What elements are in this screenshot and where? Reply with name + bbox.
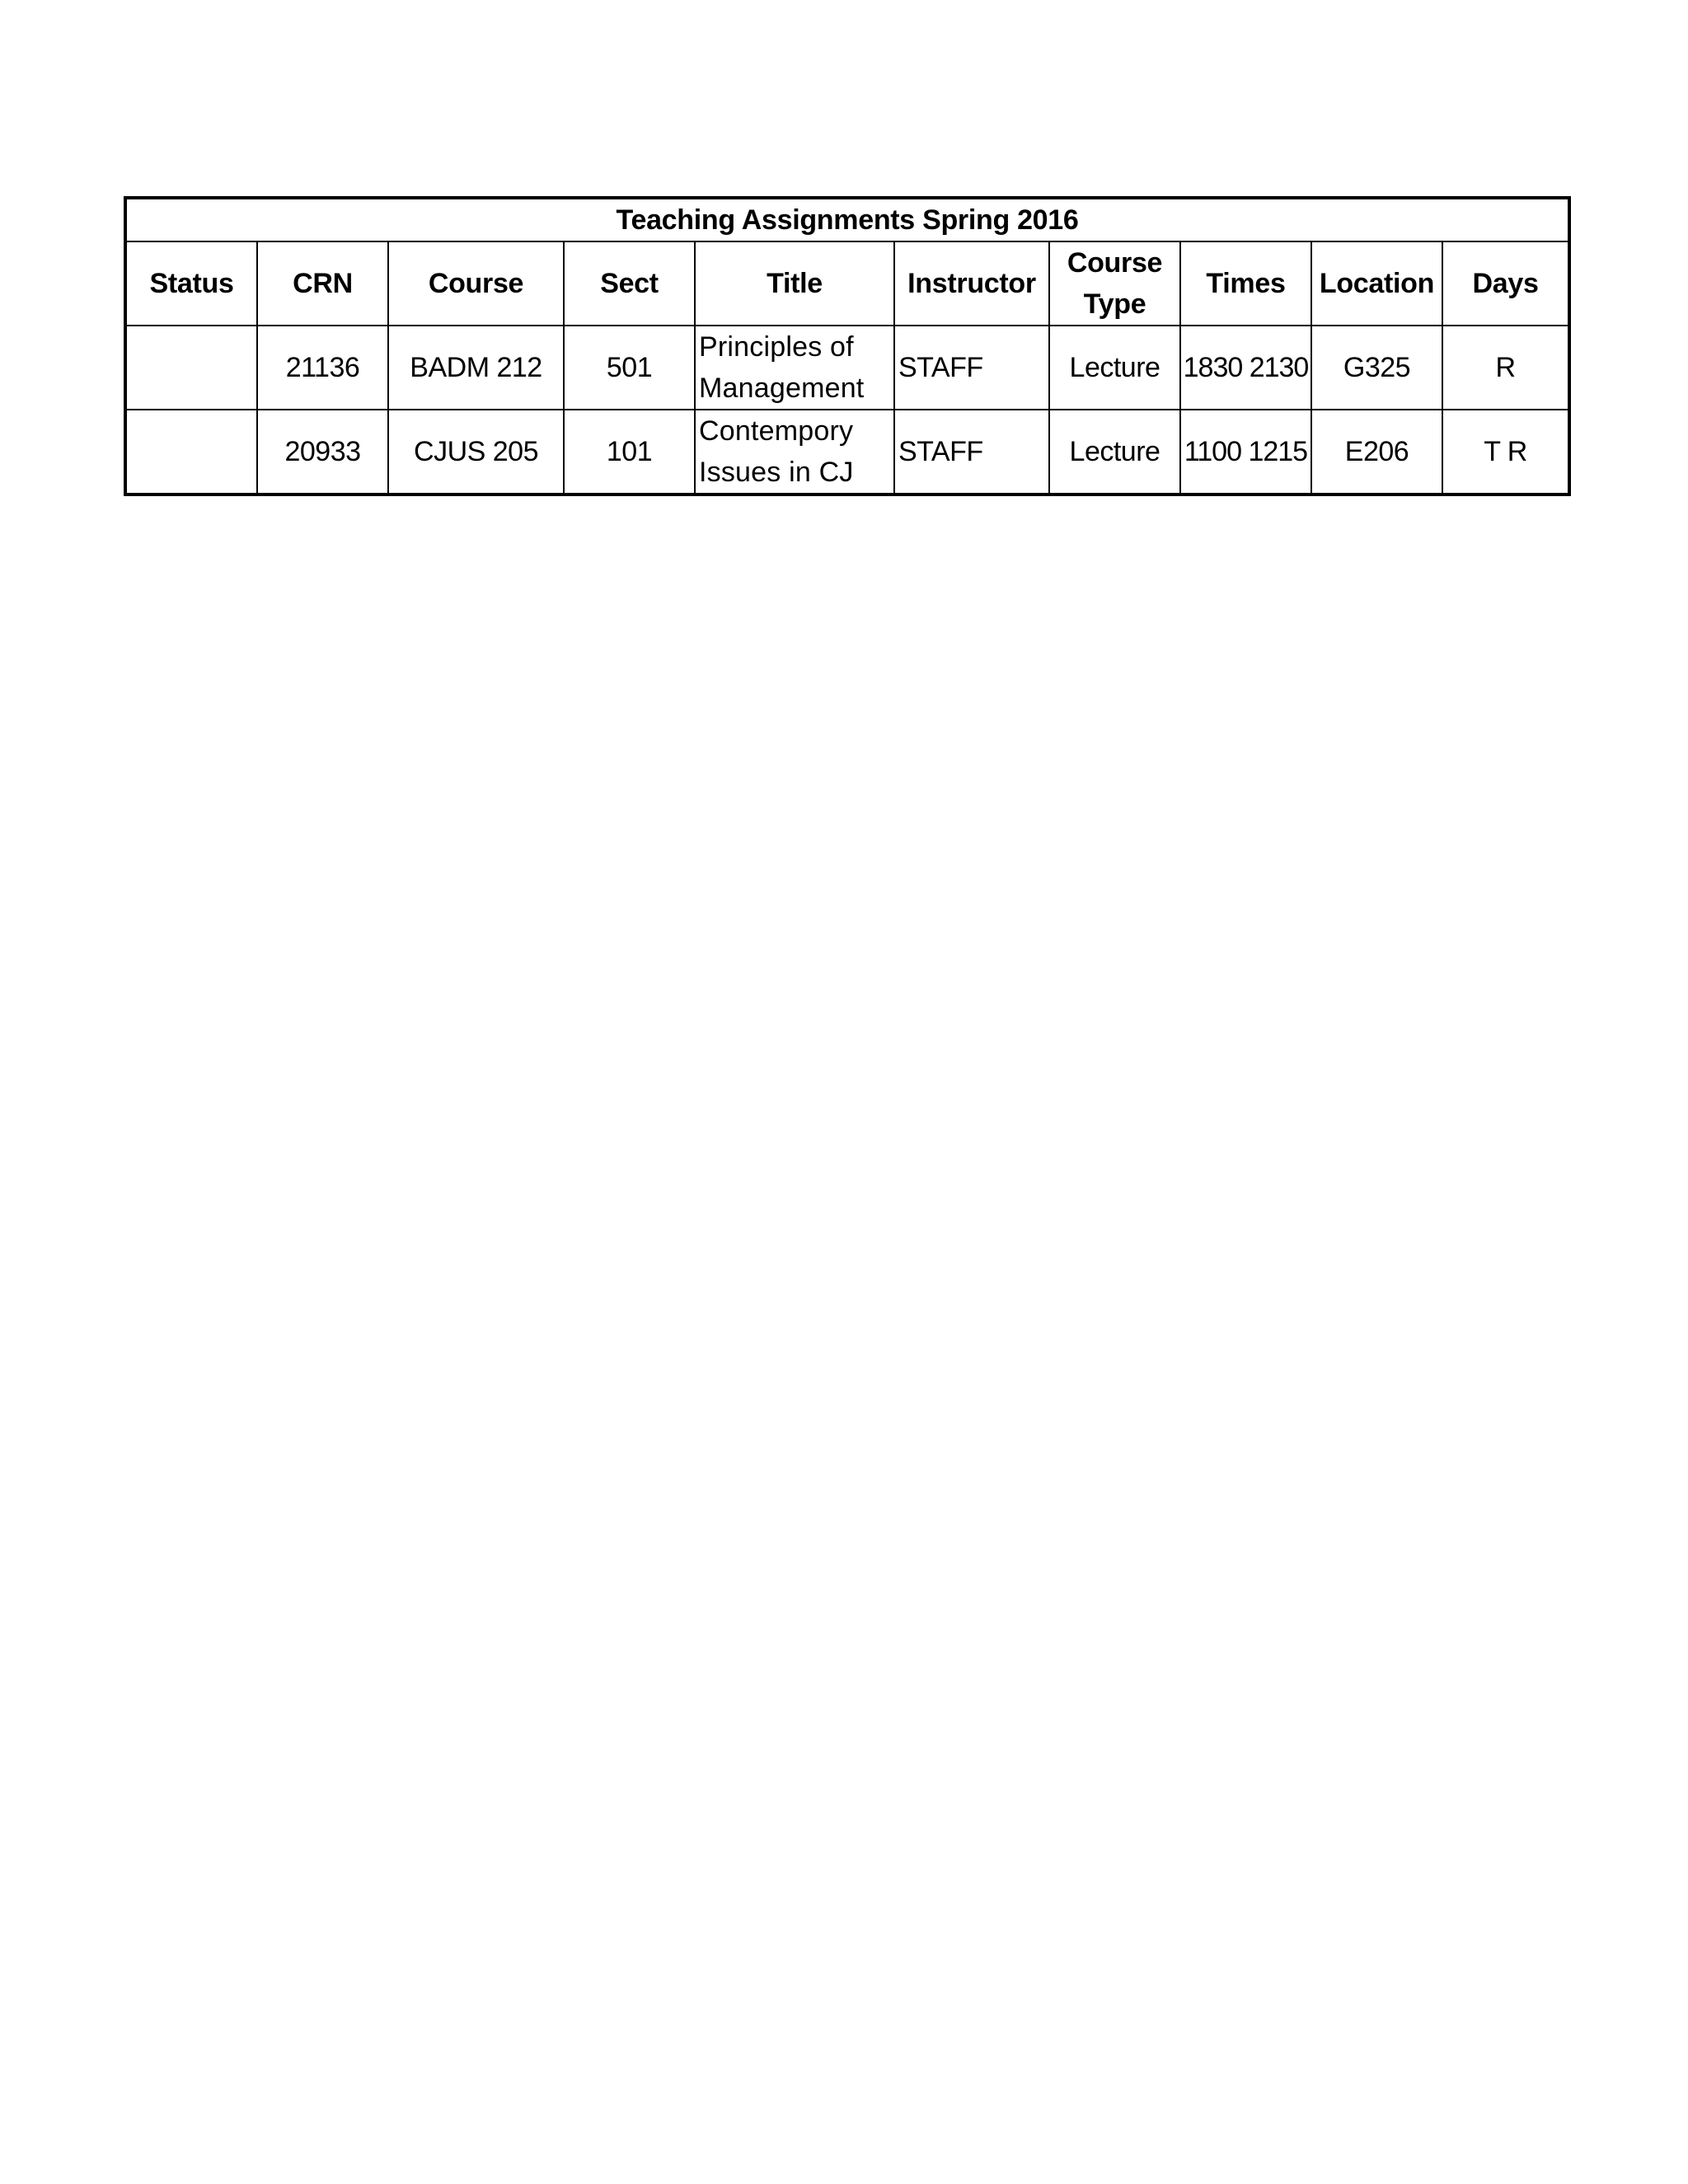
cell-title-line1: Principles of bbox=[699, 331, 854, 363]
header-course-type-line1: Course bbox=[1067, 247, 1163, 279]
cell-course: BADM 212 bbox=[388, 326, 564, 410]
header-course-type bbox=[1049, 241, 1180, 326]
cell-title bbox=[695, 410, 894, 494]
cell-title-line1: Contempory bbox=[699, 415, 854, 447]
header-course: Course bbox=[388, 241, 564, 326]
header-days: Days bbox=[1442, 241, 1569, 326]
cell-sect: 501 bbox=[564, 326, 695, 410]
table-title-row bbox=[125, 198, 1569, 241]
cell-sect: 101 bbox=[564, 410, 695, 494]
cell-crn: 20933 bbox=[257, 410, 388, 494]
cell-status bbox=[125, 410, 257, 494]
header-times: Times bbox=[1180, 241, 1311, 326]
teaching-assignments-sheet bbox=[124, 196, 1568, 496]
cell-title-line2: Issues in CJ bbox=[699, 457, 854, 488]
cell-location: E206 bbox=[1311, 410, 1442, 494]
cell-title bbox=[695, 326, 894, 410]
cell-course: CJUS 205 bbox=[388, 410, 564, 494]
cell-course-type: Lecture bbox=[1049, 410, 1180, 494]
table-row bbox=[125, 410, 1569, 494]
table-title: Teaching Assignments Spring 2016 bbox=[125, 198, 1569, 241]
header-location: Location bbox=[1311, 241, 1442, 326]
header-course-type-line2: Type bbox=[1083, 288, 1146, 320]
table-row bbox=[125, 326, 1569, 410]
cell-times: 1830 2130 bbox=[1180, 326, 1311, 410]
cell-title-line2: Management bbox=[699, 373, 865, 404]
cell-crn: 21136 bbox=[257, 326, 388, 410]
header-title: Title bbox=[695, 241, 894, 326]
cell-location: G325 bbox=[1311, 326, 1442, 410]
cell-days: R bbox=[1442, 326, 1569, 410]
cell-days: T R bbox=[1442, 410, 1569, 494]
header-instructor: Instructor bbox=[894, 241, 1049, 326]
cell-status bbox=[125, 326, 257, 410]
header-sect: Sect bbox=[564, 241, 695, 326]
header-status: Status bbox=[125, 241, 257, 326]
teaching-assignments-table bbox=[124, 196, 1571, 496]
cell-instructor: STAFF bbox=[894, 326, 1049, 410]
table-header-row bbox=[125, 241, 1569, 326]
cell-times: 1100 1215 bbox=[1180, 410, 1311, 494]
cell-course-type: Lecture bbox=[1049, 326, 1180, 410]
header-crn: CRN bbox=[257, 241, 388, 326]
cell-instructor: STAFF bbox=[894, 410, 1049, 494]
